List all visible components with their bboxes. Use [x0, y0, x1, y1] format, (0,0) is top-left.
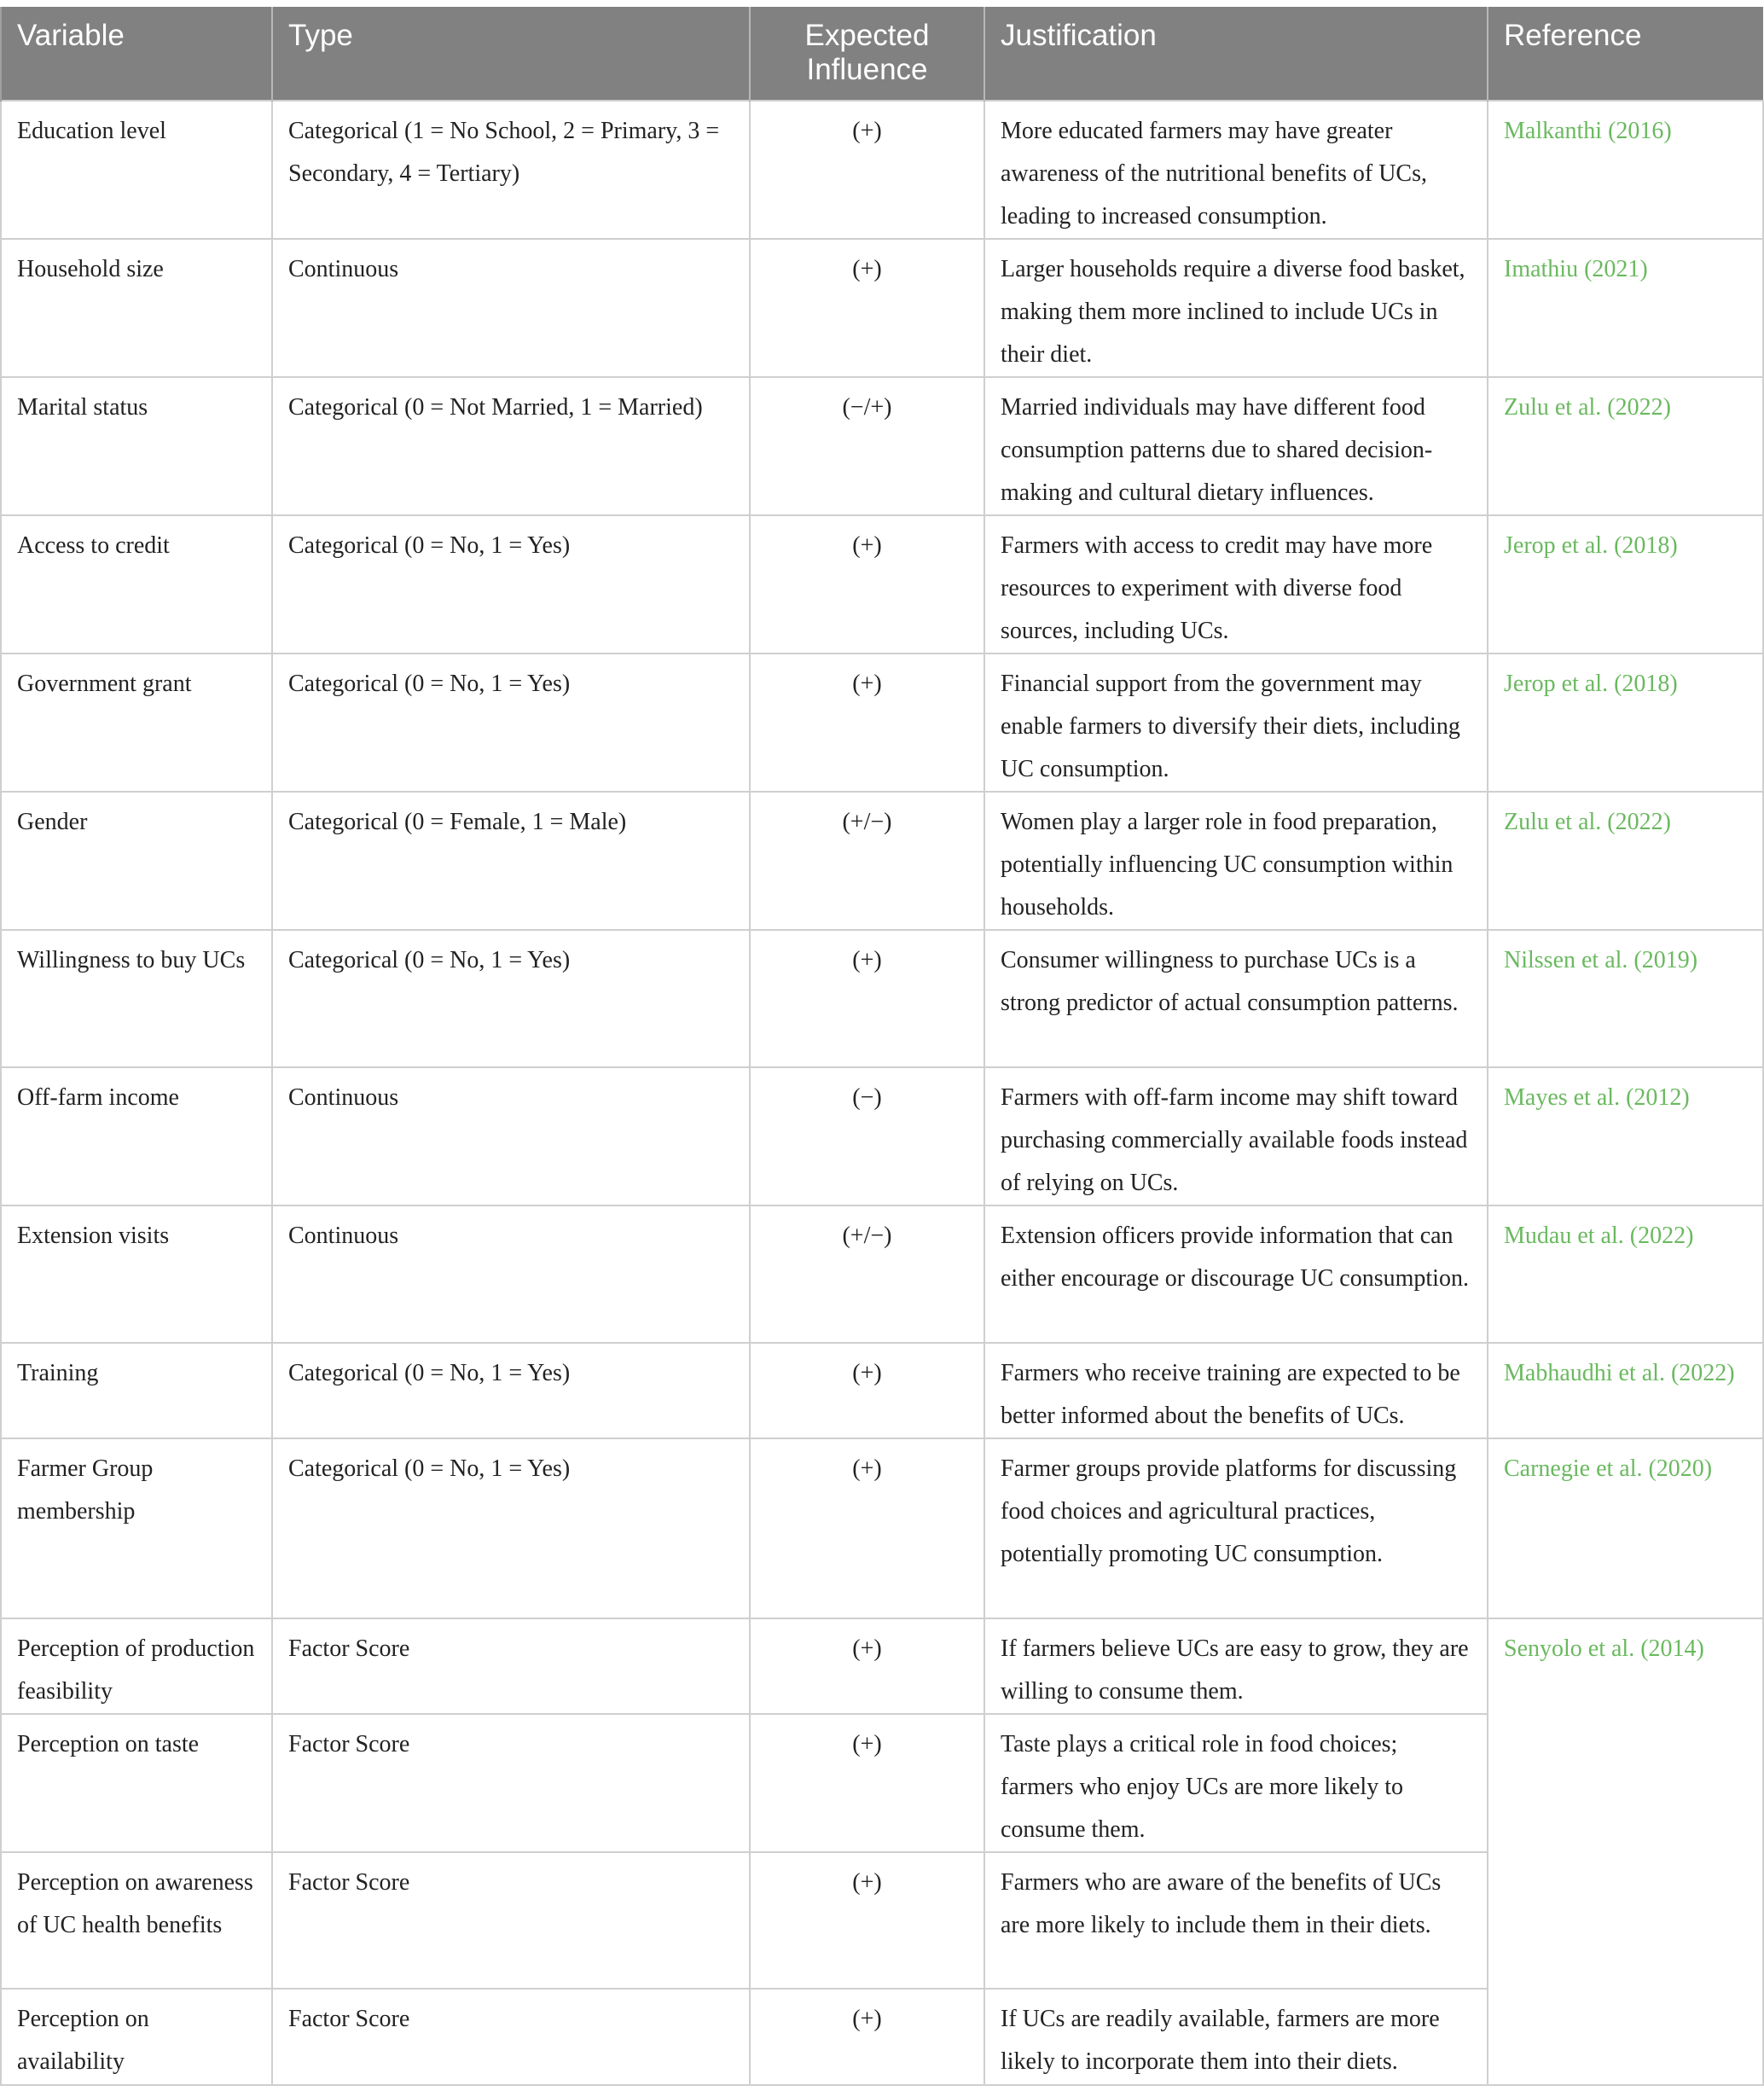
reference-link[interactable]: Mayes et al. (2012) [1488, 1067, 1763, 1205]
table-row [1, 653, 1763, 792]
cell-variable: Household size [1, 239, 272, 377]
table-row [1, 792, 1763, 930]
cell-influence: (+) [750, 1714, 984, 1852]
cell-variable: Willingness to buy UCs [1, 930, 272, 1067]
cell-justification: Women play a larger role in food preparation, potentially influencing UC consumption within households. [984, 792, 1488, 930]
cell-influence: (+) [750, 930, 984, 1067]
header-variable: Variable [1, 7, 272, 101]
cell-influence: (+) [750, 239, 984, 377]
table-row [1, 1343, 1763, 1438]
cell-variable: Extension visits [1, 1205, 272, 1343]
table-row [1, 1067, 1763, 1205]
table-row [1, 101, 1763, 239]
cell-influence: (−/+) [750, 377, 984, 515]
cell-type: Factor Score [272, 1618, 750, 1714]
reference-link[interactable]: Jerop et al. (2018) [1488, 515, 1763, 653]
cell-justification: More educated farmers may have greater awareness of the nutritional benefits of UCs, leading to increased consumption. [984, 101, 1488, 239]
table-row [1, 239, 1763, 377]
cell-type: Categorical (0 = No, 1 = Yes) [272, 1343, 750, 1438]
cell-justification: Farmer groups provide platforms for discussing food choices and agricultural practices, potentially promoting UC consumption. [984, 1438, 1488, 1618]
cell-type: Factor Score [272, 1989, 750, 2085]
header-expected-influence [750, 7, 984, 101]
cell-type: Categorical (0 = Not Married, 1 = Married) [272, 377, 750, 515]
cell-influence: (+) [750, 1852, 984, 1989]
reference-link[interactable]: Nilssen et al. (2019) [1488, 930, 1763, 1067]
reference-link[interactable]: Imathiu (2021) [1488, 239, 1763, 377]
reference-link[interactable]: Senyolo et al. (2014) [1488, 1618, 1763, 2085]
cell-type: Continuous [272, 1067, 750, 1205]
cell-justification: Consumer willingness to purchase UCs is a strong predictor of actual consumption patterns. [984, 930, 1488, 1067]
cell-justification: If UCs are readily available, farmers are more likely to incorporate them into their diets. [984, 1989, 1488, 2085]
variables-table [0, 7, 1764, 2086]
cell-type: Categorical (0 = No, 1 = Yes) [272, 653, 750, 792]
cell-influence: (−) [750, 1067, 984, 1205]
cell-influence: (+) [750, 1618, 984, 1714]
cell-variable: Government grant [1, 653, 272, 792]
reference-link[interactable]: Zulu et al. (2022) [1488, 792, 1763, 930]
cell-justification: Farmers with access to credit may have more resources to experiment with diverse food sources, including UCs. [984, 515, 1488, 653]
cell-type: Continuous [272, 239, 750, 377]
cell-variable: Farmer Group membership [1, 1438, 272, 1618]
reference-link[interactable]: Zulu et al. (2022) [1488, 377, 1763, 515]
header-type: Type [272, 7, 750, 101]
header-justification: Justification [984, 7, 1488, 101]
header-expected-line2: Influence [806, 53, 928, 86]
table-row [1, 930, 1763, 1067]
cell-variable: Training [1, 1343, 272, 1438]
cell-influence: (+) [750, 1343, 984, 1438]
cell-variable: Perception on availability [1, 1989, 272, 2085]
cell-variable: Off-farm income [1, 1067, 272, 1205]
header-expected-line1: Expected [804, 19, 930, 52]
header-row [1, 7, 1763, 101]
cell-justification: Taste plays a critical role in food choices; farmers who enjoy UCs are more likely to consume them. [984, 1714, 1488, 1852]
reference-link[interactable]: Mabhaudhi et al. (2022) [1488, 1343, 1763, 1438]
cell-variable: Perception of production feasibility [1, 1618, 272, 1714]
cell-influence: (+/−) [750, 1205, 984, 1343]
table-row [1, 515, 1763, 653]
reference-link[interactable]: Malkanthi (2016) [1488, 101, 1763, 239]
reference-link[interactable]: Jerop et al. (2018) [1488, 653, 1763, 792]
cell-influence: (+) [750, 515, 984, 653]
header-reference: Reference [1488, 7, 1763, 101]
table-row [1, 377, 1763, 515]
cell-variable: Perception on taste [1, 1714, 272, 1852]
cell-justification: Extension officers provide information that can either encourage or discourage UC consumption. [984, 1205, 1488, 1343]
cell-influence: (+) [750, 653, 984, 792]
cell-type: Factor Score [272, 1714, 750, 1852]
cell-type: Categorical (0 = No, 1 = Yes) [272, 1438, 750, 1618]
cell-type: Categorical (0 = No, 1 = Yes) [272, 515, 750, 653]
cell-type: Categorical (0 = Female, 1 = Male) [272, 792, 750, 930]
cell-influence: (+) [750, 1989, 984, 2085]
cell-justification: Financial support from the government may enable farmers to diversify their diets, including UC consumption. [984, 653, 1488, 792]
table-row [1, 1205, 1763, 1343]
cell-influence: (+/−) [750, 792, 984, 930]
cell-type: Factor Score [272, 1852, 750, 1989]
cell-variable: Education level [1, 101, 272, 239]
cell-variable: Gender [1, 792, 272, 930]
cell-type: Continuous [272, 1205, 750, 1343]
cell-variable: Perception on awareness of UC health benefits [1, 1852, 272, 1989]
cell-type: Categorical (1 = No School, 2 = Primary, 3 = Secondary, 4 = Tertiary) [272, 101, 750, 239]
cell-variable: Access to credit [1, 515, 272, 653]
cell-justification: Farmers with off-farm income may shift toward purchasing commercially available foods instead of relying on UCs. [984, 1067, 1488, 1205]
cell-justification: Farmers who receive training are expected to be better informed about the benefits of UCs. [984, 1343, 1488, 1438]
cell-justification: Married individuals may have different food consumption patterns due to shared decision-making and cultural dietary influences. [984, 377, 1488, 515]
cell-variable: Marital status [1, 377, 272, 515]
reference-link[interactable]: Mudau et al. (2022) [1488, 1205, 1763, 1343]
cell-type: Categorical (0 = No, 1 = Yes) [272, 930, 750, 1067]
table-row [1, 1618, 1763, 1714]
cell-influence: (+) [750, 101, 984, 239]
cell-justification: If farmers believe UCs are easy to grow, they are willing to consume them. [984, 1618, 1488, 1714]
table-row [1, 1438, 1763, 1618]
cell-justification: Larger households require a diverse food basket, making them more inclined to include UCs in their diet. [984, 239, 1488, 377]
cell-influence: (+) [750, 1438, 984, 1618]
cell-justification: Farmers who are aware of the benefits of UCs are more likely to include them in their diets. [984, 1852, 1488, 1989]
reference-link[interactable]: Carnegie et al. (2020) [1488, 1438, 1763, 1618]
